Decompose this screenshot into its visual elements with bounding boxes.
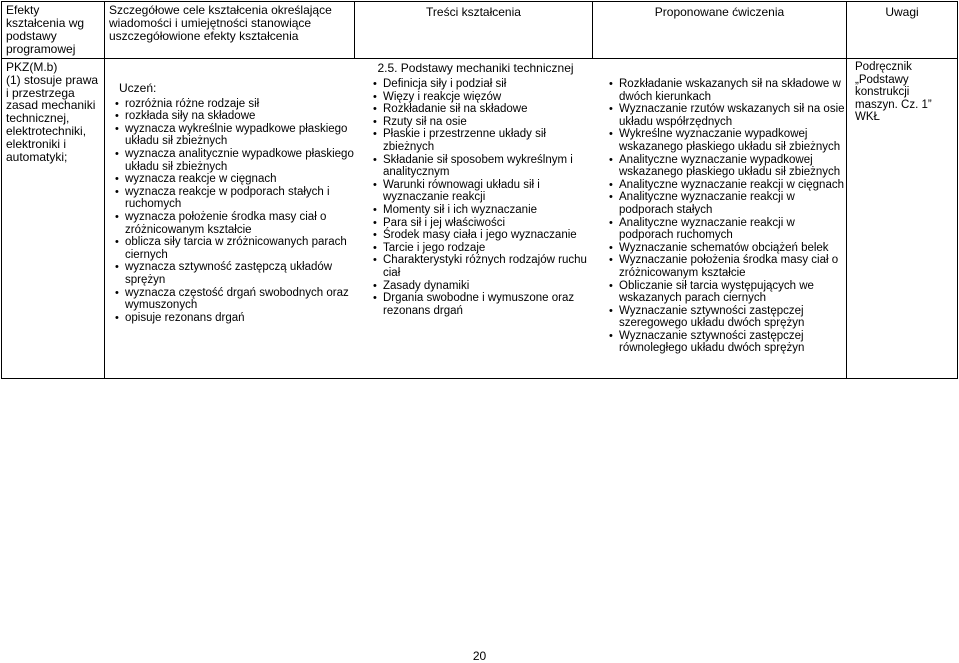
cele-item: • wyznacza częstość drgań swobodnych oraz wymuszonych — [113, 287, 357, 312]
cele-item: • wyznacza analitycznie wypadkowe płaskiego układu sił zbieżnych — [113, 148, 357, 173]
cele-cell — [105, 76, 361, 378]
tresci-item: • Charakterystyki różnych rodzajów ruchu ciał — [371, 254, 595, 279]
cele-item: • wyznacza reakcje w cięgnach — [113, 173, 357, 186]
cele-item: • wyznacza reakcje w podporach stałych i ruchomych — [113, 186, 357, 211]
cwiczenia-cell — [599, 76, 853, 378]
cele-intro: Uczeń: — [119, 81, 157, 95]
tresci-item: • Więzy i reakcje więzów — [371, 91, 595, 104]
topic-subtable — [105, 76, 853, 378]
cele-item: • rozróżnia różne rodzaje sił — [113, 98, 357, 111]
tresci-item: • Składanie sił sposobem wykreślnym i analitycznym — [371, 154, 595, 179]
cele-item: • oblicza siły tarcia w zróżnicowanych parach ciernych — [113, 236, 357, 261]
cwiczenia-item: • Analityczne wyznaczanie reakcji w podporach ruchomych — [607, 217, 849, 242]
tresci-item: • Środek masy ciała i jego wyznaczanie — [371, 229, 595, 242]
pkz-text: (1) stosuje prawa i przestrzega zasad mechaniki technicznej, elektrotechniki, elektroniki i automatyki; — [6, 72, 99, 164]
uwagi-text: „Podstawy konstrukcji maszyn. Cz. 1” WKŁ — [855, 73, 932, 124]
tresci-list — [371, 78, 595, 317]
header-cwiczenia: Proponowane ćwiczenia — [593, 2, 847, 59]
tresci-item: • Definicja siły i podział sił — [371, 78, 595, 91]
cwiczenia-item: • Wyznaczanie schematów obciążeń belek — [607, 242, 849, 255]
tresci-cell — [361, 76, 599, 378]
tresci-item: • Rzuty sił na osie — [371, 116, 595, 129]
cele-item: • wyznacza położenie środka masy ciał o zróżnicowanym kształcie — [113, 211, 357, 236]
cwiczenia-item: • Analityczne wyznaczanie reakcji w podporach stałych — [607, 191, 849, 216]
page-number: 20 — [472, 649, 487, 663]
cwiczenia-item: • Analityczne wyznaczanie wypadkowej wskazanego płaskiego układu sił zbieżnych — [607, 154, 849, 179]
topic-title: 2.5. Podstawy mechaniki technicznej — [377, 61, 574, 75]
tresci-item: • Płaskie i przestrzenne układy sił zbieżnych — [371, 128, 595, 153]
topic-cell — [105, 59, 847, 379]
tresci-item: • Tarcie i jego rodzaje — [371, 242, 595, 255]
cwiczenia-list — [607, 78, 849, 355]
cwiczenia-item: • Rozkładanie wskazanych sił na składowe w dwóch kierunkach — [607, 78, 849, 103]
cwiczenia-item: • Analityczne wyznaczanie reakcji w cięgnach — [607, 179, 849, 192]
header-efekty: Efekty kształcenia wg podstawy programowej — [2, 2, 105, 59]
cwiczenia-item: • Wykreślne wyznaczanie wypadkowej wskazanego płaskiego układu sił zbieżnych — [607, 128, 849, 153]
header-row — [2, 2, 958, 59]
tresci-item: • Momenty sił i ich wyznaczanie — [371, 204, 595, 217]
tresci-item: • Para sił i jej właściwości — [371, 217, 595, 230]
cwiczenia-item: • Wyznaczanie rzutów wskazanych sił na osie układu współrzędnych — [607, 103, 849, 128]
tresci-item: • Drgania swobodne i wymuszone oraz rezonans drgań — [371, 292, 595, 317]
content-row — [2, 59, 958, 379]
curriculum-table — [1, 1, 958, 379]
pkz-cell — [2, 59, 105, 379]
tresci-item: • Warunki równowagi układu sił i wyznaczanie reakcji — [371, 179, 595, 204]
tresci-item: • Rozkładanie sił na składowe — [371, 103, 595, 116]
cwiczenia-item: • Obliczanie sił tarcia występujących we wskazanych parach ciernych — [607, 280, 849, 305]
pkz-code: PKZ(M.b) — [6, 60, 58, 74]
header-cele: Szczegółowe cele kształcenia określające wiadomości i umiejętności stanowiące uszczegółowione efekty kształcenia — [105, 2, 355, 59]
cele-item: • wyznacza sztywność zastępczą układów sprężyn — [113, 261, 357, 286]
uwagi-label: Podręcznik — [855, 61, 912, 73]
cele-list — [113, 98, 357, 325]
header-uwagi: Uwagi — [847, 2, 958, 59]
cwiczenia-item: • Wyznaczanie położenia środka masy ciał o zróżnicowanym kształcie — [607, 254, 849, 279]
cele-item: • rozkłada siły na składowe — [113, 110, 357, 123]
cwiczenia-item: • Wyznaczanie sztywności zastępczej równoległego układu dwóch sprężyn — [607, 330, 849, 355]
cwiczenia-item: • Wyznaczanie sztywności zastępczej szeregowego układu dwóch sprężyn — [607, 305, 849, 330]
cele-item: • wyznacza wykreślnie wypadkowe płaskiego układu sił zbieżnych — [113, 123, 357, 148]
header-tresci: Treści kształcenia — [355, 2, 593, 59]
tresci-item: • Zasady dynamiki — [371, 280, 595, 293]
uwagi-cell — [847, 59, 958, 379]
cele-item: • opisuje rezonans drgań — [113, 312, 357, 325]
